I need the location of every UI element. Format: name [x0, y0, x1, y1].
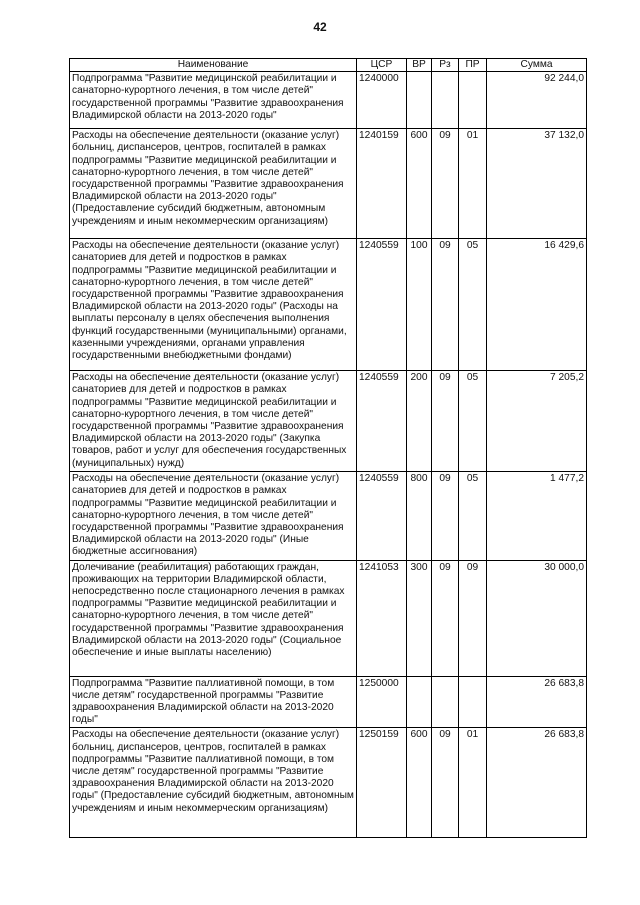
row-csr: 1250000 — [357, 676, 407, 728]
row-pr: 01 — [459, 129, 487, 239]
table-row — [70, 560, 587, 676]
table-row — [70, 72, 587, 129]
row-name: Долечивание (реабилитация) работающих граждан, проживающих на территории Владимирской области, непосредственно после стационарного лечения в рамках подпрограммы "Развитие медицинской реабилитации и санаторно-курортного лечения, в том числе детей" государственной программы "Развитие здравоохранения Владимирской области на 2013-2020 годы" (Социальное обеспечение и иные выплаты населению) — [70, 560, 357, 676]
row-vr: 200 — [407, 371, 432, 472]
row-csr: 1250159 — [357, 728, 407, 838]
row-rz: 09 — [432, 239, 459, 371]
row-sum: 37 132,0 — [487, 129, 587, 239]
row-csr: 1241053 — [357, 560, 407, 676]
header-rz: Рз — [432, 59, 459, 72]
row-pr: 05 — [459, 472, 487, 560]
row-name: Расходы на обеспечение деятельности (оказание услуг) санаториев для детей и подростков в рамках подпрограммы "Развитие медицинской реабилитации и санаторно-курортного лечения, в том числе детей" государственной программы "Развитие здравоохранения Владимирской области на 2013-2020 годы" (Иные бюджетные ассигнования) — [70, 472, 357, 560]
row-rz: 09 — [432, 472, 459, 560]
table-row — [70, 676, 587, 728]
table-row — [70, 728, 587, 838]
table-row — [70, 472, 587, 560]
budget-table — [69, 58, 587, 838]
row-name: Подпрограмма "Развитие медицинской реабилитации и санаторно-курортного лечения, в том числе детей" государственной программы "Развитие здравоохранения Владимирской области на 2013-2020 годы" — [70, 72, 357, 129]
row-vr: 600 — [407, 728, 432, 838]
header-vr: ВР — [407, 59, 432, 72]
row-rz — [432, 676, 459, 728]
row-rz — [432, 72, 459, 129]
row-name: Расходы на обеспечение деятельности (оказание услуг) больниц, диспансеров, центров, госпиталей в рамках подпрограммы "Развитие медицинской реабилитации и санаторно-курортного лечения, в том числе детей" государственной программы "Развитие здравоохранения Владимирской области на 2013-2020 годы" (Предоставление субсидий бюджетным, автономным учреждениям и иным некоммерческим организациям) — [70, 129, 357, 239]
row-vr: 600 — [407, 129, 432, 239]
row-pr — [459, 676, 487, 728]
row-name: Расходы на обеспечение деятельности (оказание услуг) санаториев для детей и подростков в рамках подпрограммы "Развитие медицинской реабилитации и санаторно-курортного лечения, в том числе детей" государственной программы "Развитие здравоохранения Владимирской области на 2013-2020 годы" (Закупка товаров, работ и услуг для обеспечения государственных (муниципальных) нужд) — [70, 371, 357, 472]
header-sum: Сумма — [487, 59, 587, 72]
row-rz: 09 — [432, 728, 459, 838]
header-csr: ЦСР — [357, 59, 407, 72]
row-sum: 16 429,6 — [487, 239, 587, 371]
row-sum: 26 683,8 — [487, 676, 587, 728]
row-name: Расходы на обеспечение деятельности (оказание услуг) санаториев для детей и подростков в рамках подпрограммы "Развитие медицинской реабилитации и санаторно-курортного лечения, в том числе детей" государственной программы "Развитие здравоохранения Владимирской области на 2013-2020 годы" (Расходы на выплаты персоналу в целях обеспечения выполнения функций государственными (муниципальными) органами, казенными учреждениями, органами управления государственными внебюджетными фондами) — [70, 239, 357, 371]
table-header-row — [70, 59, 587, 72]
page-number: 42 — [313, 20, 327, 34]
row-rz: 09 — [432, 560, 459, 676]
row-name: Расходы на обеспечение деятельности (оказание услуг) больниц, диспансеров, центров, госпиталей в рамках подпрограммы "Развитие паллиативной помощи, в том числе детям" государственной программы "Развитие здравоохранения Владимирской области на 2013-2020 годы" (Предоставление субсидий бюджетным, автономным учреждениям и иным некоммерческим организациям) — [70, 728, 357, 838]
header-pr: ПР — [459, 59, 487, 72]
row-pr: 05 — [459, 371, 487, 472]
row-rz: 09 — [432, 371, 459, 472]
row-pr: 01 — [459, 728, 487, 838]
table-row — [70, 129, 587, 239]
table-row — [70, 371, 587, 472]
row-vr: 800 — [407, 472, 432, 560]
row-csr: 1240159 — [357, 129, 407, 239]
row-vr: 100 — [407, 239, 432, 371]
row-pr: 05 — [459, 239, 487, 371]
row-vr: 300 — [407, 560, 432, 676]
row-csr: 1240559 — [357, 239, 407, 371]
row-sum: 26 683,8 — [487, 728, 587, 838]
row-sum: 7 205,2 — [487, 371, 587, 472]
table-row — [70, 239, 587, 371]
row-csr: 1240000 — [357, 72, 407, 129]
row-rz: 09 — [432, 129, 459, 239]
row-vr — [407, 72, 432, 129]
row-sum: 1 477,2 — [487, 472, 587, 560]
row-vr — [407, 676, 432, 728]
header-name: Наименование — [70, 59, 357, 72]
row-sum: 30 000,0 — [487, 560, 587, 676]
row-sum: 92 244,0 — [487, 72, 587, 129]
row-pr — [459, 72, 487, 129]
row-csr: 1240559 — [357, 371, 407, 472]
row-pr: 09 — [459, 560, 487, 676]
row-csr: 1240559 — [357, 472, 407, 560]
row-name: Подпрограмма "Развитие паллиативной помощи, в том числе детям" государственной программы "Развитие здравоохранения Владимирской области на 2013-2020 годы" — [70, 676, 357, 728]
